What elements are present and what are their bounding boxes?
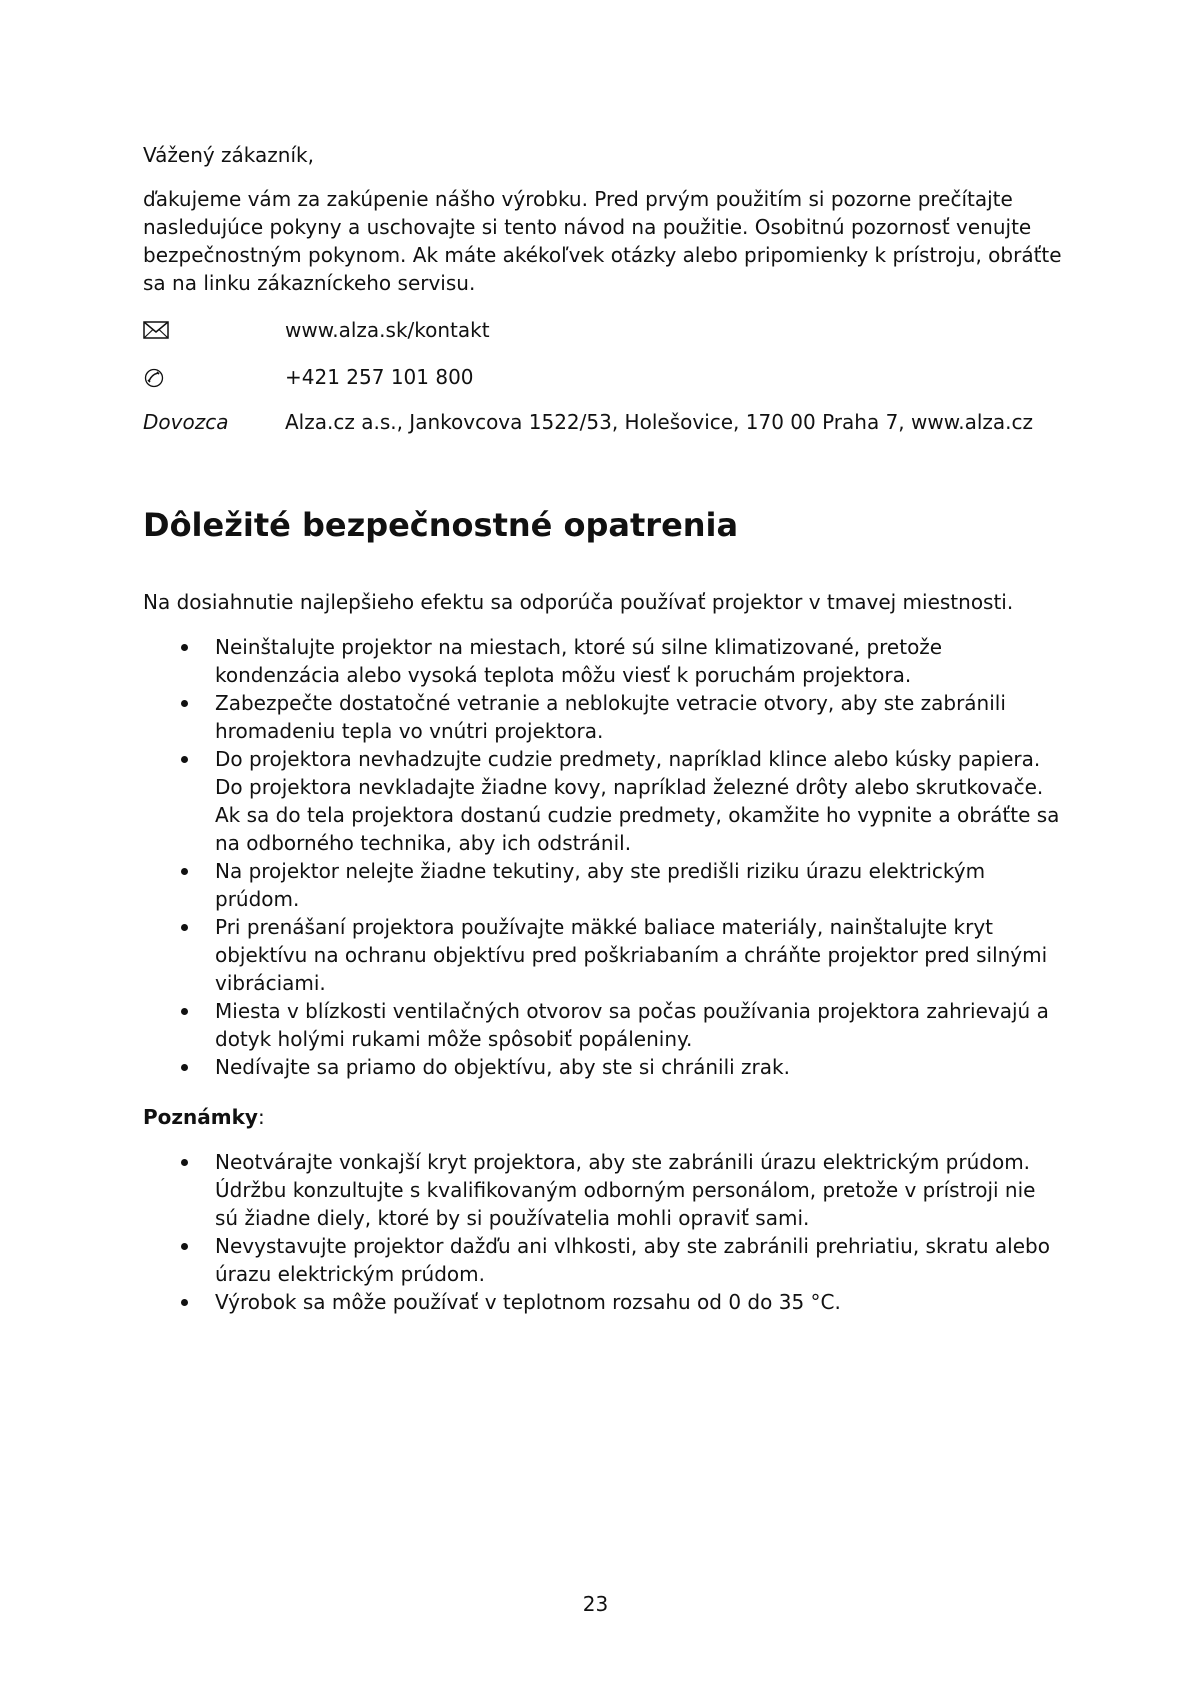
safety-list xyxy=(143,633,1063,1081)
bullet-icon xyxy=(181,1159,188,1166)
list-item: Výrobok sa môže používať v teplotnom rozsahu od 0 do 35 °C. xyxy=(143,1288,1063,1316)
section-title: Dôležité bezpečnostné opatrenia xyxy=(143,506,739,544)
list-item: Miesta v blízkosti ventilačných otvorov sa počas používania projektora zahrievajú a dotyk holými rukami môže spôsobiť popáleniny. xyxy=(143,997,1063,1053)
bullet-icon xyxy=(181,868,188,875)
list-item: Neinštalujte projektor na miestach, ktoré sú silne klimatizované, pretože kondenzácia alebo vysoká teplota môžu viesť k poruchám projektora. xyxy=(143,633,1063,689)
contact-email[interactable]: www.alza.sk/kontakt xyxy=(285,318,490,342)
list-item: Zabezpečte dostatočné vetranie a neblokujte vetracie otvory, aby ste zabránili hromadeniu tepla vo vnútri projektora. xyxy=(143,689,1063,745)
intro-paragraph: ďakujeme vám za zakúpenie nášho výrobku. Pred prvým použitím si pozorne prečítajte nasledujúce pokyny a uschovajte si tento návod na použitie. Osobitnú pozornosť venujte bezpečnostným pokynom. Ak máte akékoľvek otázky alebo pripomienky k prístroju, obráťte sa na linku zákazníckeho servisu. xyxy=(143,187,1062,295)
notes-heading xyxy=(143,1103,265,1131)
bullet-icon xyxy=(181,756,188,763)
bullet-icon xyxy=(181,1008,188,1015)
list-item: Na projektor nelejte žiadne tekutiny, aby ste predišli riziku úrazu elektrickým prúdom. xyxy=(143,857,1063,913)
bullet-icon xyxy=(181,700,188,707)
phone-icon xyxy=(143,362,283,388)
contact-email-row xyxy=(143,315,1063,345)
list-item: Nedívajte sa priamo do objektívu, aby ste si chránili zrak. xyxy=(143,1053,1063,1081)
contact-phone[interactable]: +421 257 101 800 xyxy=(285,365,474,389)
importer-label: Dovozca xyxy=(143,410,229,434)
envelope-icon xyxy=(143,315,283,339)
notes-heading-colon: : xyxy=(257,1105,265,1129)
bullet-icon xyxy=(181,644,188,651)
bullet-icon xyxy=(181,1243,188,1250)
list-item: Do projektora nevhadzujte cudzie predmety, napríklad klince alebo kúsky papiera. Do projektora nevkladajte žiadne kovy, napríklad železné drôty alebo skrutkovače. Ak sa do tela projektora dostanú cudzie predmety, okamžite ho vypnite a obráťte sa na odborného technika, aby ich odstránil. xyxy=(143,745,1063,857)
list-item: Nevystavujte projektor dažďu ani vlhkosti, aby ste zabránili prehriatiu, skratu alebo úrazu elektrickým prúdom. xyxy=(143,1232,1063,1288)
bullet-icon xyxy=(181,1299,188,1306)
bullet-icon xyxy=(181,1064,188,1071)
contact-phone-row xyxy=(143,362,1063,392)
notes-list xyxy=(143,1148,1063,1316)
list-item: Neotvárajte vonkajší kryt projektora, aby ste zabránili úrazu elektrickým prúdom. Údržbu konzultujte s kvalifikovaným odborným personálom, pretože v prístroji nie sú žiadne diely, ktoré by si používatelia mohli opraviť sami. xyxy=(143,1148,1063,1232)
list-item: Pri prenášaní projektora používajte mäkké baliace materiály, nainštalujte kryt objektívu na ochranu objektívu pred poškriabaním a chráňte projektor pred silnými vibráciami. xyxy=(143,913,1063,997)
contact-importer-row xyxy=(143,407,1063,437)
bullet-icon xyxy=(181,924,188,931)
page-number: 23 xyxy=(582,1592,609,1616)
greeting: Vážený zákazník, xyxy=(143,143,314,167)
safety-lead: Na dosiahnutie najlepšieho efektu sa odporúča používať projektor v tmavej miestnosti. xyxy=(143,590,1014,614)
notes-heading-label: Poznámky xyxy=(143,1105,258,1129)
importer-value: Alza.cz a.s., Jankovcova 1522/53, Holešovice, 170 00 Praha 7, www.alza.cz xyxy=(285,410,1034,434)
